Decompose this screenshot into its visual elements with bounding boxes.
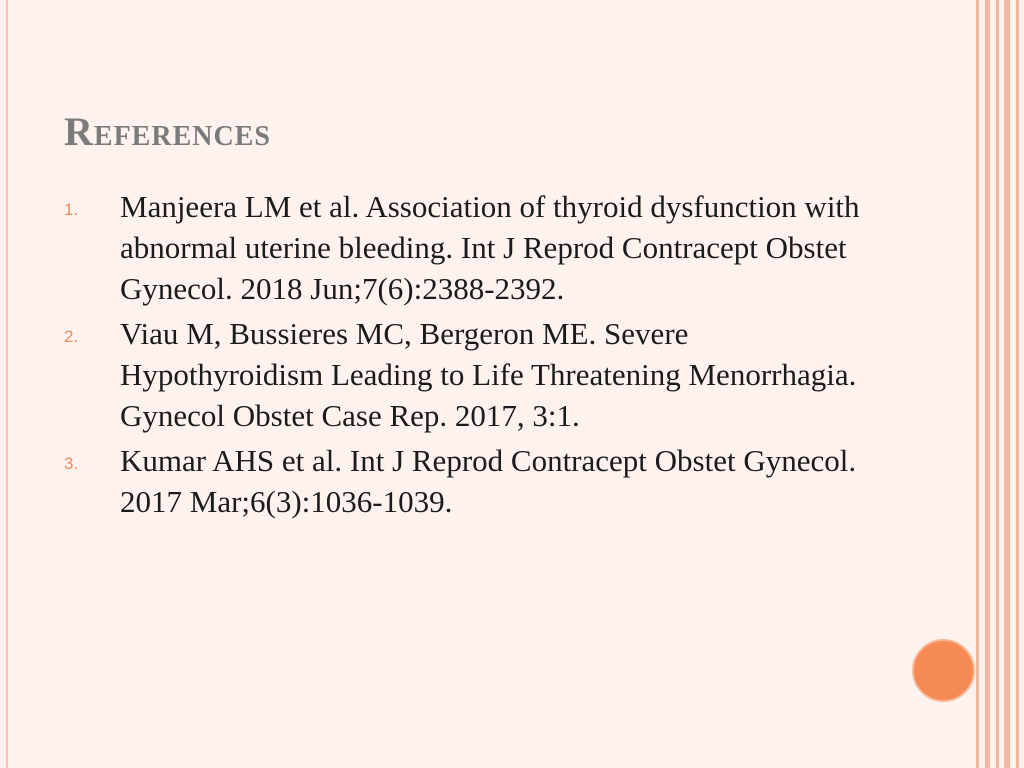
right-stripe-decoration: [976, 0, 1024, 768]
stripe: [1016, 0, 1019, 768]
reference-text: Kumar AHS et al. Int J Reprod Contracept Obstet Gynecol. 2017 Mar;6(3):1036-1039.: [120, 443, 857, 519]
stripe: [996, 0, 999, 768]
stripe: [985, 0, 990, 768]
stripe: [1004, 0, 1010, 768]
left-border-line: [6, 0, 8, 768]
slide-title: References: [64, 109, 271, 154]
reference-text: Viau M, Bussieres MC, Bergeron ME. Severe Hypothyroidism Leading to Life Threatening Menorrhagia. Gynecol Obstet Case Rep. 2017, 3:1.: [120, 316, 857, 433]
orange-circle-decoration: [912, 639, 975, 702]
reference-number: 3.: [64, 454, 79, 473]
reference-list: [64, 186, 864, 526]
stripe: [976, 0, 979, 768]
reference-item: [64, 186, 864, 309]
reference-item: [64, 440, 864, 522]
reference-item: [64, 313, 864, 436]
reference-number: 1.: [64, 200, 79, 219]
reference-text: Manjeera LM et al. Association of thyroid dysfunction with abnormal uterine bleeding. Int J Reprod Contracept Obstet Gynecol. 2018 Jun;7(6):2388-2392.: [120, 189, 860, 306]
reference-number: 2.: [64, 327, 79, 346]
